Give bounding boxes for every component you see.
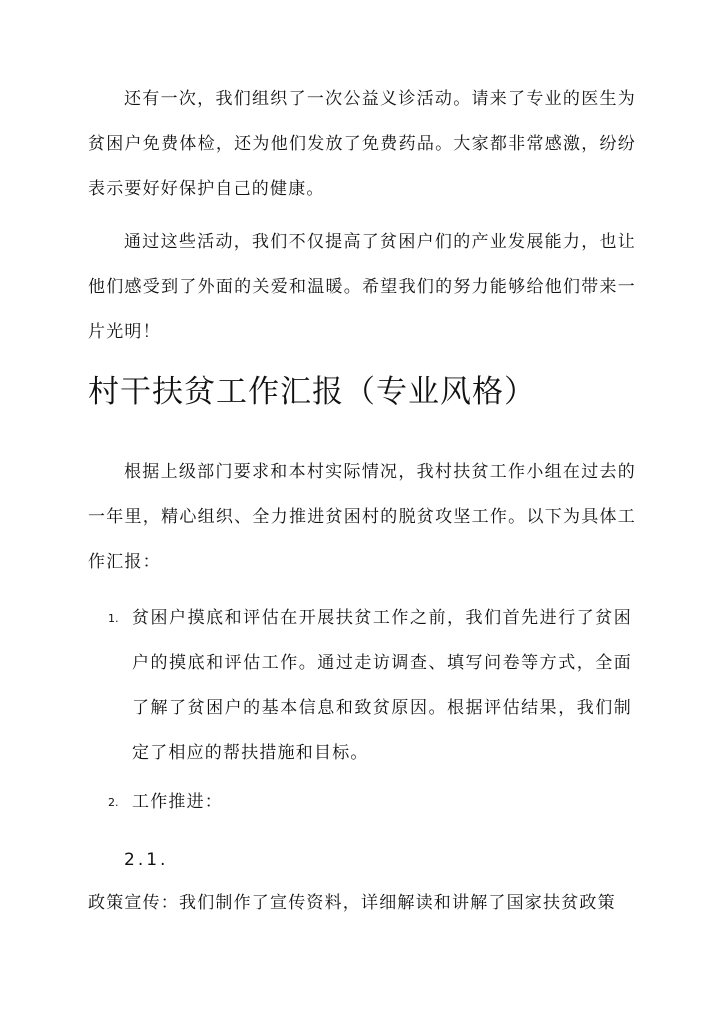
list-item-text: 贫困户摸底和评估在开展扶贫工作之前，我们首先进行了贫困户的摸底和评估工作。通过走访调查、填写问卷等方式，全面了解了贫困户的基本信息和致贫原因。根据评估结果，我们制定了相应的帮扶措施和目标。 [132,608,632,763]
sub-item-number: 2.1. [124,850,169,870]
paragraph-policy-promotion: 政策宣传：我们制作了宣传资料，详细解读和讲解了国家扶贫政策 [88,893,616,913]
paragraph-free-clinic: 还有一次，我们组织了一次公益义诊活动。请来了专业的医生为贫困户免费体检，还为他们发放了免费药品。大家都非常感激，纷纷表示要好好保护自己的健康。 [88,89,636,199]
section-heading: 村干扶贫工作汇报（专业风格） [88,374,536,410]
list-number: 1. [108,612,119,625]
list-item-text: 工作推进： [132,792,223,812]
list-number: 2. [108,796,119,809]
paragraph-activities-summary: 通过这些活动，我们不仅提高了贫困户们的产业发展能力，也让他们感受到了外面的关爱和温暖。希望我们的努力能够给他们带来一片光明！ [88,232,636,342]
paragraph-report-intro: 根据上级部门要求和本村实际情况，我村扶贫工作小组在过去的一年里，精心组织、全力推进贫困村的脱贫攻坚工作。以下为具体工作汇报： [88,462,636,572]
